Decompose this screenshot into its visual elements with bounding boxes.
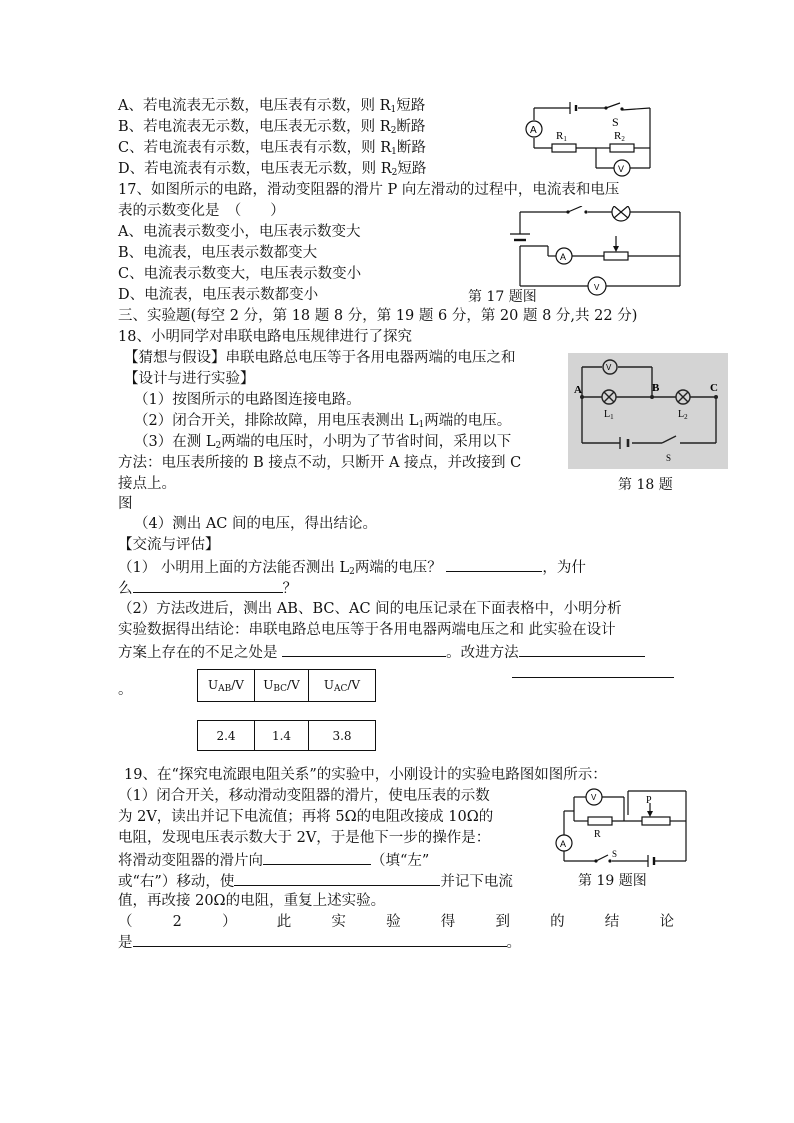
section3-heading: 三、实验题(每空 2 分，第 18 题 8 分，第 19 题 6 分，第 20 题 8 分,共 22 分) (118, 308, 638, 324)
q19-stem: 19、在“探究电流跟电阻关系”的实验中，小刚设计的实验电路图如图所示： (124, 767, 607, 783)
table-cell-uac: 3.8 (309, 721, 376, 751)
fig18-circuit-diagram (568, 353, 728, 469)
q18-step1: （1）按图所示的电路图连接电路。 (134, 392, 361, 408)
q17-option-c: C、电流表示数变大，电压表示数变小 (118, 266, 362, 282)
q16-option-c: C、若电流表有示数，电压表有示数，则 $R_1$断路 (118, 140, 426, 157)
table-cell-ubc: 1.4 (255, 721, 309, 751)
q19-line3: 电阻，发现电压表示数大于 2V，于是他下一步的操作是： (118, 830, 491, 846)
q16-option-b: B、若电流表无示数，电压表无示数，则 $R_2$断路 (118, 119, 426, 136)
q18-design-heading: 【设计与进行实验】 (124, 371, 255, 387)
fig18-l2-label: $L_2$ (678, 409, 688, 421)
table-cell-uab: 2.4 (198, 721, 255, 751)
fig19-resistor-label: R (594, 829, 601, 840)
q17-option-d: D、电流表，电压表示数都变小 (118, 287, 319, 303)
fig16-switch-label: S (612, 115, 619, 129)
q18-eval-q1: （1） 小明用上面的方法能否测出 $L_2$两端的电压？ ，为什 (118, 556, 586, 582)
q19-q2-line: （ 2 ） 此 实 验 得 到 的 结 论 (118, 914, 674, 930)
table-header-ubc: $U_{BC}/V$ (255, 670, 309, 702)
q19-line4: 将滑动变阻器的滑片向 （填“左” (118, 849, 429, 871)
fig16-ammeter-label: A (530, 125, 537, 136)
q19-answer-blank-2[interactable] (234, 870, 440, 886)
table-header-uac: $U_{AC}/V$ (309, 670, 376, 702)
fig19-ammeter-label: A (560, 839, 567, 849)
q16-option-a: A、若电流表无示数，电压表有示数，则 $R_1$短路 (118, 98, 426, 115)
q18-step3-line2: 方法：电压表所接的 B 接点不动，只断开 A 接点，并改接到 C (118, 455, 522, 471)
q18-answer-blank-5[interactable] (512, 662, 674, 678)
q18-answer-blank-1[interactable] (446, 556, 542, 572)
q18-eval-heading: 【交流与评估】 (118, 537, 220, 553)
fig16-r2-label: R2 (614, 130, 625, 143)
q17-stem-line1: 17、如图所示的电路，滑动变阻器的滑片 P 向左滑动的过程中，电流表和电压 (118, 182, 620, 198)
q18-hypothesis: 【猜想与假设】串联电路总电压等于各用电器两端的电压之和 (124, 350, 516, 366)
fig19-slider-label: P (646, 795, 652, 806)
q18-answer-blank-4[interactable] (519, 641, 645, 657)
q19-q2-answer-line: 是 。 (118, 931, 521, 953)
q18-eval-q2-line1: （2）方法改进后，测出 AB、BC、AC 间的电压记录在下面表格中，小明分析 (118, 601, 622, 617)
table-header-uab: $U_{AB}/V$ (198, 670, 255, 702)
q18-figure-caption: 第 18 题 (618, 477, 673, 493)
q18-eval-q2-line2: 实验数据得出结论：串联电路总电压等于各用电器两端电压之和 此实验在设计 (118, 622, 616, 638)
q17-stem-line2: 表的示数变化是 （ ） (118, 203, 285, 219)
q18-step2: （2）闭合开关，排除故障，用电压表测出 $L_1$两端的电压。 (134, 413, 512, 430)
q18-figure-caption-cont: 图 (118, 496, 133, 512)
fig16-voltmeter-label: V (618, 164, 625, 174)
fig18-l1-label: $L_1$ (604, 409, 614, 421)
fig19-switch-label: S (612, 849, 618, 859)
q18-answer-blank-2[interactable] (133, 577, 283, 593)
q18-step3: （3）在测 $L_2$两端的电压时，小明为了节省时间，采用以下 (134, 434, 512, 451)
q18-eval-end: 。 (118, 682, 133, 698)
fig19-circuit-diagram (550, 785, 690, 869)
q18-step3-line3: 接点上。 (118, 476, 176, 492)
q19-answer-blank-1[interactable] (263, 849, 371, 865)
q18-answer-blank-3[interactable] (282, 641, 446, 657)
voltage-table-header (197, 669, 376, 702)
fig17-circuit-diagram (508, 206, 684, 296)
fig18-label-a: A (574, 384, 582, 396)
fig18-label-b: B (652, 382, 660, 394)
q19-line1: （1）闭合开关，移动滑动变阻器的滑片，使电压表的示数 (118, 788, 490, 804)
q18-eval-q1-line2: 么 ？ (118, 577, 297, 599)
fig18-label-c: C (710, 382, 718, 394)
q16-option-d: D、若电流表有示数，电压表无示数，则 $R_2$短路 (118, 161, 427, 178)
q19-line2: 为 2V，读出并记下电流值；再将 5Ω的电阻改接成 10Ω的 (118, 809, 494, 825)
q18-stem: 18、小明同学对串联电路电压规律进行了探究 (118, 329, 412, 345)
q17-option-a: A、电流表示数变小，电压表示数变大 (118, 224, 361, 240)
fig17-voltmeter-label: V (594, 283, 600, 292)
q18-step4: （4）测出 AC 间的电压，得出结论。 (134, 516, 378, 532)
fig17-ammeter-label: A (560, 252, 567, 262)
q19-line5: 或“右”）移动，使 并记下电流 (118, 870, 513, 892)
fig19-voltmeter-label: V (591, 793, 597, 802)
q19-line6: 值，再改接 20Ω的电阻，重复上述实验。 (118, 893, 386, 909)
fig18-switch-label: S (666, 453, 672, 463)
q19-answer-blank-3[interactable] (133, 931, 507, 947)
fig18-voltmeter-label: V (606, 363, 612, 372)
q17-option-b: B、电流表，电压表示数都变大 (118, 245, 318, 261)
q17-figure-caption: 第 17 题图 (468, 289, 537, 305)
fig16-circuit-diagram (518, 98, 660, 178)
fig16-r1-label: R1 (556, 130, 567, 143)
q18-eval-q2-line3: 方案上存在的不足之处是 。改进方法 (118, 641, 645, 663)
q19-figure-caption: 第 19 题图 (578, 873, 647, 889)
voltage-table-values (197, 720, 376, 751)
